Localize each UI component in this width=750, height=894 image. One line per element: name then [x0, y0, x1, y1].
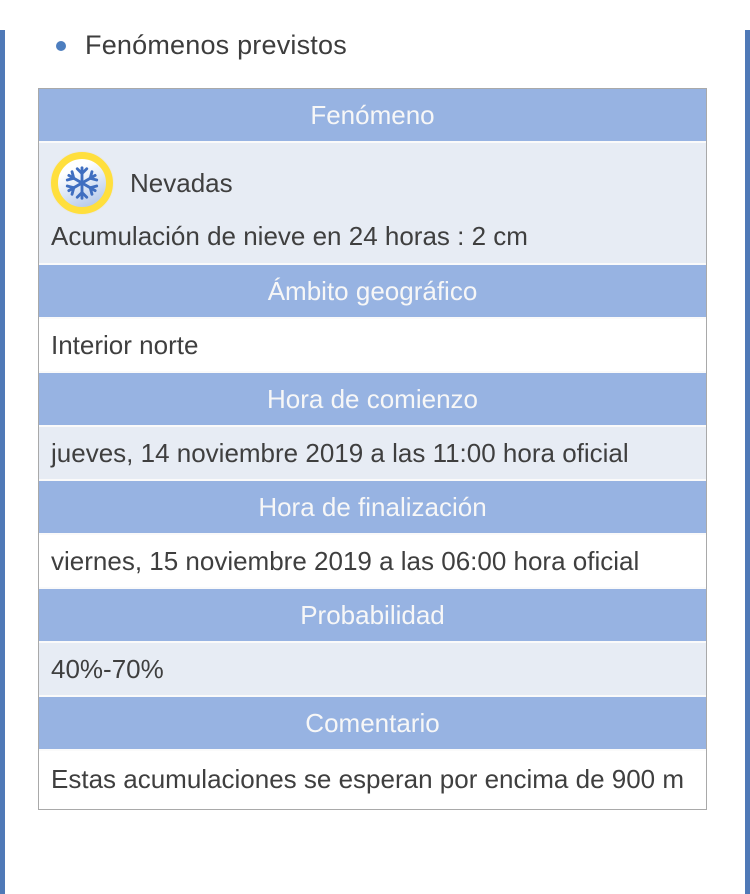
page-border-right: [745, 30, 750, 894]
phenomenon-detail: Acumulación de nieve en 24 horas : 2 cm: [51, 221, 528, 251]
phenomena-table: [38, 88, 707, 810]
cell-probabilidad: 40%-70%: [39, 641, 706, 695]
table-header-probabilidad: Probabilidad: [39, 587, 706, 641]
phenomenon-name: Nevadas: [130, 167, 233, 198]
phenomenon-title-row: [51, 149, 694, 217]
table-header-comentario: Comentario: [39, 695, 706, 749]
table-header-hora-finalizacion: Hora de finalización: [39, 479, 706, 533]
page-heading: [56, 30, 750, 61]
page-title: Fenómenos previstos: [85, 30, 347, 60]
cell-ambito: Interior norte: [39, 317, 706, 371]
page-border-left: [0, 30, 5, 894]
snowflake-icon: [51, 152, 113, 214]
cell-phenomenon: [39, 141, 706, 263]
table-header-fenomeno: Fenómeno: [39, 89, 706, 141]
table-header-hora-comienzo: Hora de comienzo: [39, 371, 706, 425]
cell-hora-comienzo: jueves, 14 noviembre 2019 a las 11:00 hora oficial: [39, 425, 706, 479]
list-bullet-icon: [56, 41, 66, 51]
table-header-ambito: Ámbito geográfico: [39, 263, 706, 317]
cell-hora-finalizacion: viernes, 15 noviembre 2019 a las 06:00 hora oficial: [39, 533, 706, 587]
cell-comentario: Estas acumulaciones se esperan por encima de 900 m: [39, 749, 706, 809]
